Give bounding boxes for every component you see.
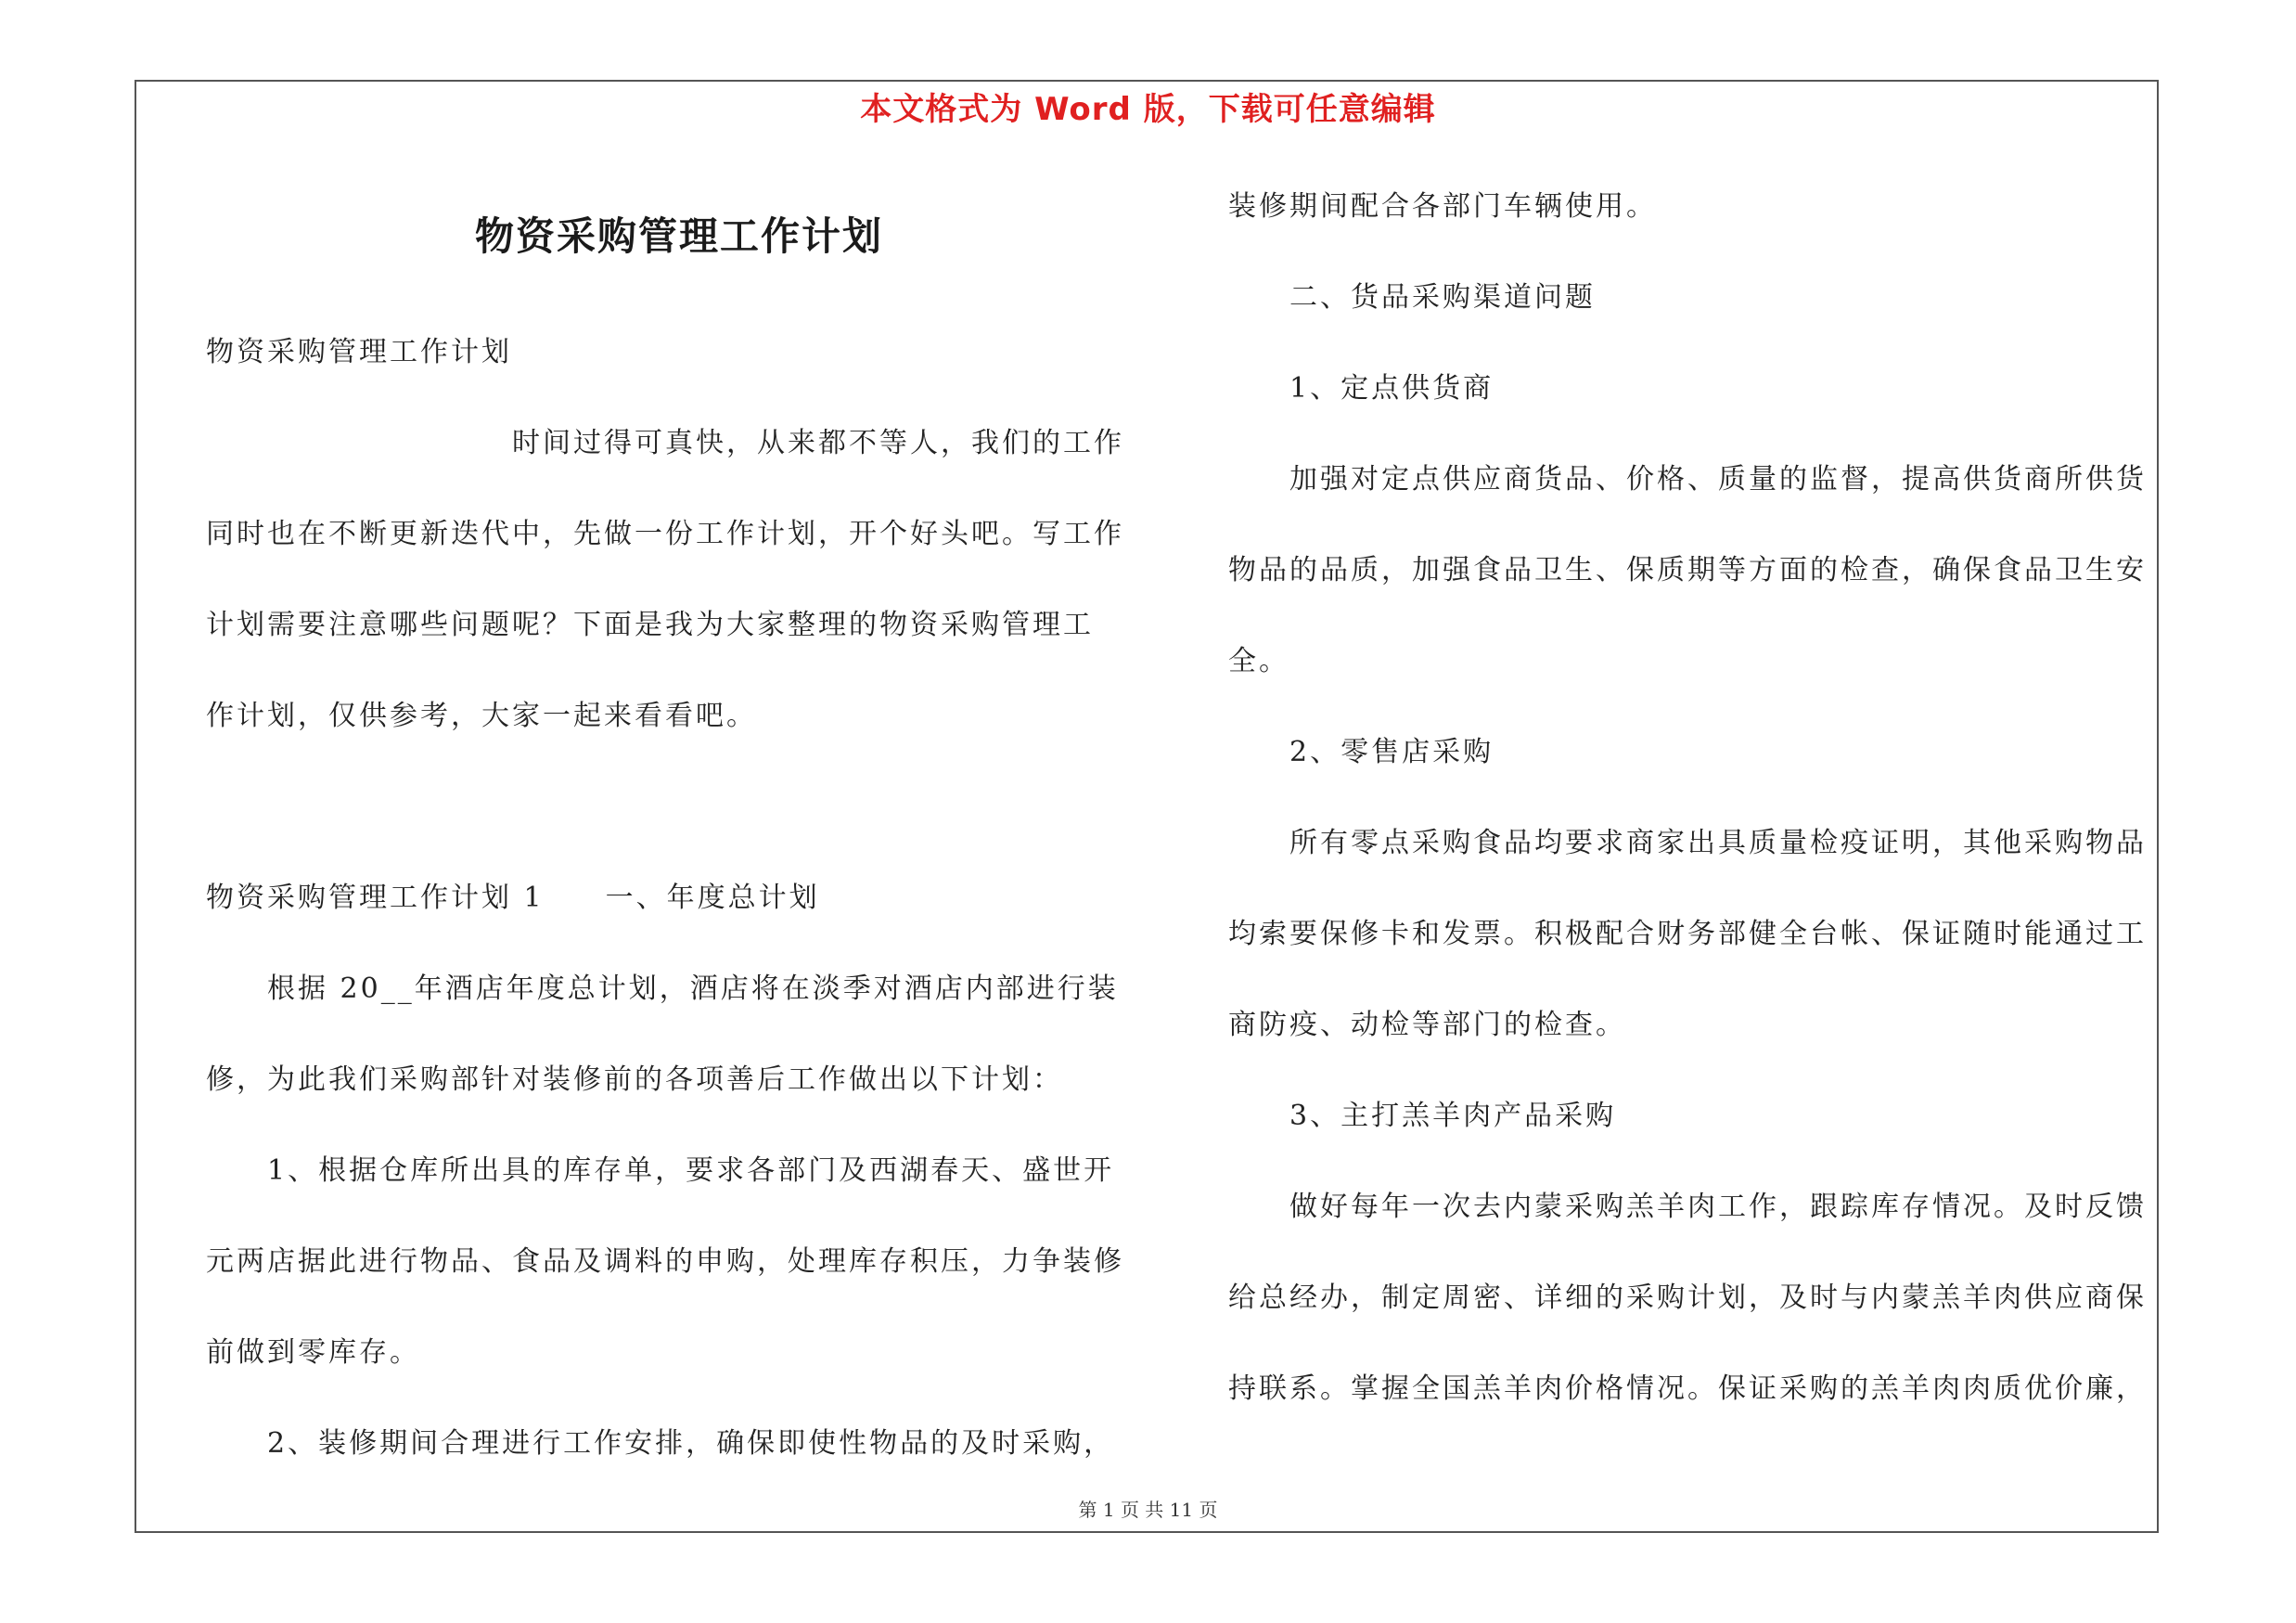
paragraph-line: 物品的品质，加强食品卫生、保质期等方面的检查，确保食品卫生安 bbox=[1228, 554, 2147, 586]
subheading-line: 1、定点供货商 bbox=[1289, 372, 1494, 405]
page-number-footer: 第 1 页 共 11 页 bbox=[1078, 1499, 1218, 1521]
document-title: 物资采购管理工作计划 bbox=[474, 213, 883, 259]
section-heading-line: 二、货品采购渠道问题 bbox=[1289, 281, 1596, 314]
paragraph-line: 修，为此我们采购部针对装修前的各项善后工作做出以下计划： bbox=[206, 1063, 1063, 1096]
paragraph-line: 做好每年一次去内蒙采购羔羊肉工作，跟踪库存情况。及时反馈 bbox=[1289, 1191, 2147, 1223]
paragraph-line: 商防疫、动检等部门的检查。 bbox=[1228, 1009, 1626, 1041]
paragraph-line: 装修期间配合各部门车辆使用。 bbox=[1228, 190, 1657, 223]
paragraph-line: 作计划，仅供参考，大家一起来看看吧。 bbox=[206, 700, 757, 732]
paragraph-line: 所有零点采购食品均要求商家出具质量检疫证明，其他采购物品 bbox=[1289, 827, 2147, 859]
paragraph-line: 加强对定点供应商货品、价格、质量的监督，提高供货商所供货 bbox=[1289, 463, 2147, 496]
subheading-line: 2、零售店采购 bbox=[1289, 736, 1494, 768]
paragraph-line: 前做到零库存。 bbox=[206, 1336, 420, 1369]
paragraph-line: 根据 20__年酒店年度总计划，酒店将在淡季对酒店内部进行装 bbox=[267, 973, 1119, 1005]
word-format-banner: 本文格式为 Word 版，下载可任意编辑 bbox=[860, 91, 1436, 128]
paragraph-line: 1、根据仓库所出具的库存单，要求各部门及西湖春天、盛世开 bbox=[267, 1154, 1115, 1187]
paragraph-line: 全。 bbox=[1228, 645, 1289, 677]
paragraph-line: 2、装修期间合理进行工作安排，确保即使性物品的及时采购， bbox=[267, 1427, 1115, 1460]
paragraph-line: 均索要保修卡和发票。积极配合财务部健全台帐、保证随时能通过工 bbox=[1228, 918, 2147, 950]
paragraph-line: 计划需要注意哪些问题呢？下面是我为大家整理的物资采购管理工 bbox=[206, 609, 1094, 641]
paragraph-line: 时间过得可真快，从来都不等人，我们的工作 bbox=[512, 427, 1124, 459]
paragraph-line: 给总经办，制定周密、详细的采购计划，及时与内蒙羔羊肉供应商保 bbox=[1228, 1282, 2147, 1314]
section-heading-line: 物资采购管理工作计划 1 一、年度总计划 bbox=[206, 882, 820, 914]
paragraph-line: 同时也在不断更新迭代中，先做一份工作计划，开个好头吧。写工作 bbox=[206, 518, 1124, 550]
paragraph-line: 持联系。掌握全国羔羊肉价格情况。保证采购的羔羊肉肉质优价廉， bbox=[1228, 1372, 2147, 1405]
paragraph-line: 元两店据此进行物品、食品及调料的申购，处理库存积压，力争装修 bbox=[206, 1245, 1124, 1278]
subtitle-line: 物资采购管理工作计划 bbox=[206, 336, 512, 368]
subheading-line: 3、主打羔羊肉产品采购 bbox=[1289, 1100, 1617, 1132]
